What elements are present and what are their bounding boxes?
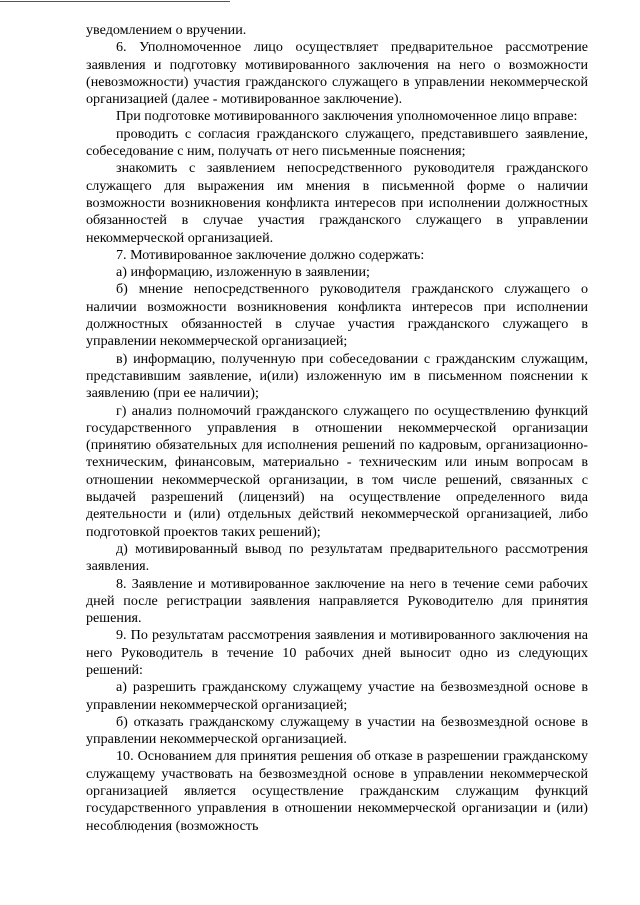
- paragraph-continuation: уведомлением о вручении.: [86, 22, 247, 38]
- paragraph-right-interview: проводить с согласия гражданского служащего, представившего заявление, собеседование с ним, получать от него письменные пояснения;: [86, 125, 588, 160]
- paragraph-item-9a: а) разрешить гражданскому служащему участие на безвозмездной основе в управлении некоммерческой организацией;: [86, 679, 588, 713]
- paragraph-item-7v: в) информацию, полученную при собеседовании с гражданским служащим, представившим заявление, и(или) изложенную им в письменном пояснении к заявлению (при ее наличии);: [86, 350, 588, 402]
- top-rule: [0, 1, 230, 2]
- document-page: [86, 22, 588, 835]
- paragraph-item-6: 6. Уполномоченное лицо осуществляет предварительное рассмотрение заявления и подготовку мотивированного заключения на него о возможности (невозможности) участия гражданского служащего в управлении некоммерческой организацией (далее - мотивированное заключение).: [86, 39, 588, 108]
- paragraph-item-9b: б) отказать гражданскому служащему в участии на безвозмездной основе в управлении некоммерческой организацией.: [86, 713, 588, 748]
- paragraph-item-7: 7. Мотивированное заключение должно содержать:: [116, 246, 425, 263]
- paragraph-item-7d: д) мотивированный вывод по результатам предварительного рассмотрения заявления.: [86, 540, 588, 575]
- paragraph-item-7b: б) мнение непосредственного руководителя гражданского служащего о наличии возможности возникновения конфликта интересов при исполнении должностных обязанностей в случае участия гражданского служащего в управлении некоммерческой организацией;: [86, 281, 588, 350]
- paragraph-right-acquaint: знакомить с заявлением непосредственного руководителя гражданского служащего для выражения им мнения в письменной форме о наличии возможности возникновения конфликта интересов при исполнении должностных обязанностей в случае участия гражданского служащего в управлении некоммерческой организацией.: [86, 160, 588, 246]
- paragraph-rights-intro: При подготовке мотивированного заключения уполномоченное лицо вправе:: [116, 108, 578, 125]
- paragraph-item-8: 8. Заявление и мотивированное заключение на него в течение семи рабочих дней после регистрации заявления направляется Руководителю для принятия решения.: [86, 575, 588, 627]
- paragraph-item-7g: г) анализ полномочий гражданского служащего по осуществлению функций государственного управления в отношении некоммерческой организации (принятию обязательных для исполнения решений по кадровым, организационно-техническим, финансовым, материально - техническим или иным вопросам в отношении некоммерческой организации, в том числе решений, связанных с выдачей разрешений (лицензий) на осуществление определенного вида деятельности и (или) отдельных действий некоммерческой организацией, либо подготовкой проектов таких решений);: [86, 402, 588, 540]
- paragraph-item-10: 10. Основанием для принятия решения об отказе в разрешении гражданскому служащему участвовать на безвозмездной основе в управлении некоммерческой организацией является осуществление гражданским служащим функций государственного управления в отношении некоммерческой организации и (или) несоблюдения (возможность: [86, 748, 588, 834]
- paragraph-item-7a: а) информацию, изложенную в заявлении;: [116, 264, 370, 281]
- paragraph-item-9: 9. По результатам рассмотрения заявления и мотивированного заключения на него Руководитель в течение 10 рабочих дней выносит одно из следующих решений:: [86, 627, 588, 678]
